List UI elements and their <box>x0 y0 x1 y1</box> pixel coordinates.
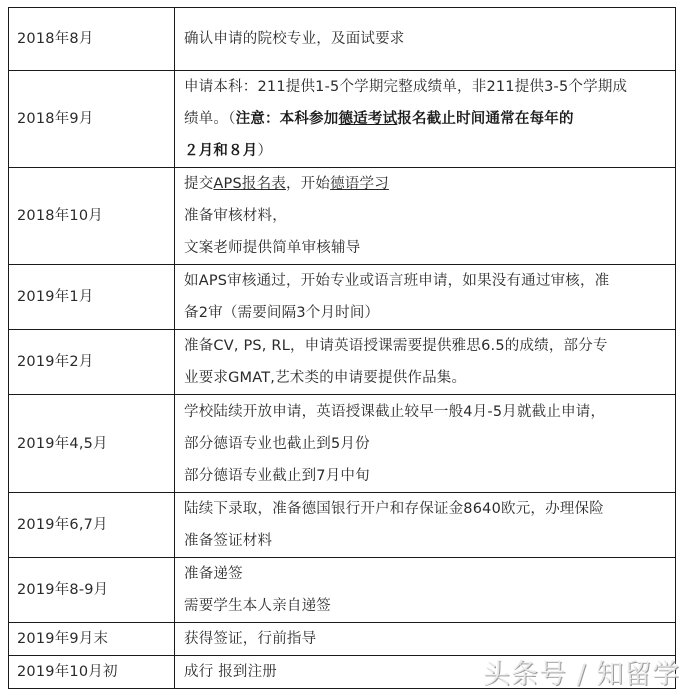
description-line <box>184 362 671 394</box>
description-text: ，开始 <box>285 176 331 192</box>
description-text: 提交 <box>184 176 214 192</box>
description-cell <box>175 8 676 71</box>
underlined-text: 德语学习 <box>330 176 389 192</box>
description-line <box>184 200 671 232</box>
table-row <box>9 623 676 656</box>
table-row <box>9 493 676 558</box>
table-row <box>9 558 676 623</box>
date-cell: 2018年9月 <box>9 71 175 168</box>
emphasis-text: 注意：本科参加 <box>235 111 339 127</box>
date-cell: 2018年10月 <box>9 168 175 265</box>
date-cell: 2018年8月 <box>9 8 175 71</box>
description-line <box>184 493 671 525</box>
description-cell <box>175 330 676 395</box>
table-row <box>9 8 676 71</box>
date-cell: 2019年9月末 <box>9 623 175 656</box>
description-line <box>184 558 671 590</box>
description-text: 文案老师提供简单审核辅导 <box>184 240 361 256</box>
table-row <box>9 330 676 395</box>
description-text: 部分德语专业也截止到5月份 <box>184 435 370 452</box>
description-line <box>184 71 671 103</box>
underlined-text: APS报名表 <box>213 176 286 192</box>
description-cell <box>175 493 676 558</box>
description-line <box>184 265 671 297</box>
description-line <box>184 330 671 362</box>
description-line <box>184 623 671 655</box>
description-text: 部分德语专业截止到7月中旬 <box>184 467 370 484</box>
description-text: ） <box>257 143 273 159</box>
description-text: 需要学生本人亲自递签 <box>184 598 331 614</box>
description-line <box>184 460 671 492</box>
description-cell <box>175 265 676 330</box>
description-cell <box>175 623 676 656</box>
description-line <box>184 135 671 167</box>
description-text: 准备审核材料， <box>184 208 287 224</box>
description-cell <box>175 71 676 168</box>
description-text: 申请本科：211提供1-5个学期完整成绩单，非211提供3-5个学期成 <box>184 79 628 95</box>
description-text: 获得签证，行前指导 <box>184 631 317 647</box>
description-cell <box>175 558 676 623</box>
timeline-table-body <box>9 8 676 689</box>
date-cell: 2019年8-9月 <box>9 558 175 623</box>
watermark: 头条号 / 知留学 <box>483 659 681 690</box>
description-line <box>184 428 671 460</box>
description-line <box>184 103 671 135</box>
emphasis-text: 报名截止时间通常在每年的 <box>397 111 574 127</box>
date-cell: 2019年10月初 <box>9 656 175 689</box>
description-line <box>184 297 671 329</box>
application-timeline-table <box>8 7 676 689</box>
description-line <box>184 590 671 622</box>
date-cell: 2019年4,5月 <box>9 395 175 493</box>
description-text: 绩单。（ <box>184 111 236 127</box>
description-cell <box>175 168 676 265</box>
description-text: 准备CV, PS, RL，申请英语授课需要提供雅思6.5的成绩，部分专 <box>184 338 608 354</box>
description-text: 陆续下录取，准备德国银行开户和存保证金8640欧元，办理保险 <box>184 501 604 517</box>
description-text: 成行 报到注册 <box>184 664 278 680</box>
description-text: 准备递签 <box>184 566 243 582</box>
description-line <box>184 232 671 264</box>
description-line <box>184 168 671 200</box>
table-row <box>9 71 676 168</box>
date-cell: 2019年1月 <box>9 265 175 330</box>
date-cell: 2019年6,7月 <box>9 493 175 558</box>
emphasis-text: 德适考试 <box>338 111 398 127</box>
description-line <box>184 23 671 55</box>
description-text: 准备签证材料 <box>184 533 273 549</box>
date-cell: 2019年2月 <box>9 330 175 395</box>
description-line <box>184 396 671 428</box>
description-text: 业要求GMAT,艺术类的申请要提供作品集。 <box>184 370 467 386</box>
table-row <box>9 395 676 493</box>
description-text: 如APS审核通过，开始专业或语言班申请，如果没有通过审核，准 <box>184 273 610 289</box>
table-row <box>9 168 676 265</box>
description-cell <box>175 395 676 493</box>
description-text: 备2审（需要间隔3个月时间） <box>184 305 380 321</box>
description-text: 学校陆续开放申请，英语授课截止较早一般4月-5月就截止申请， <box>184 403 606 420</box>
description-line <box>184 525 671 557</box>
emphasis-text: ２月和８月 <box>184 143 258 159</box>
table-row <box>9 265 676 330</box>
description-text: 确认申请的院校专业，及面试要求 <box>184 31 405 47</box>
